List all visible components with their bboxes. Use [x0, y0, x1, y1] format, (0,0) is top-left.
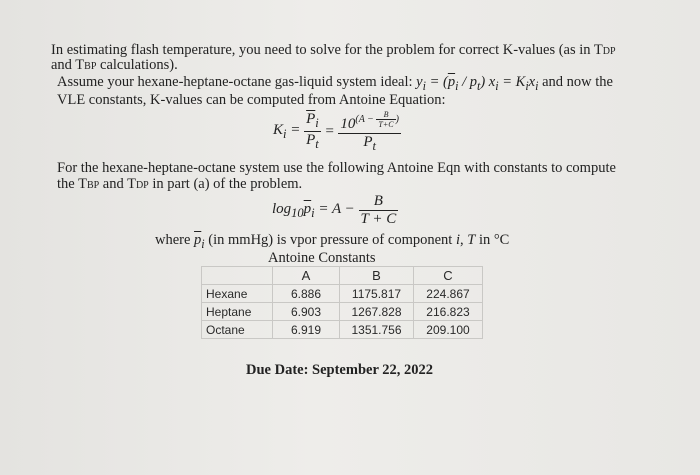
constant-a: 6.919: [273, 321, 340, 339]
component-name: Hexane: [202, 285, 273, 303]
k-value-equation: $K_i$ = $\frac{\overline{P}_i}{P_t}$ = $10^{(A - \frac{B}{T+C} )}$ $P_t$: [273, 110, 399, 153]
constant-b: 1175.817: [340, 285, 414, 303]
table-title: Antoine Constants: [268, 250, 376, 266]
column-header-c: C: [414, 267, 483, 285]
paragraph-1-line-3: Assume your hexane-heptane-octane gas-liquid system ideal: $y_i = (\overline{p}_i / p_t) x_i = K_ix_i$ and now the: [57, 74, 613, 93]
paragraph-1-line-1: In estimating flash temperature, you need to solve for the problem for correct K-values (as in TDP: [51, 42, 616, 58]
antoine-equation: $\log_{10}\overline{p}_i = A$ − $\frac{B}{T + C}$: [272, 193, 397, 227]
constant-b: 1267.828: [340, 303, 414, 321]
paragraph-1-line-4: VLE constants, K-values can be computed from Antoine Equation:: [57, 92, 446, 108]
constant-a: 6.903: [273, 303, 340, 321]
component-name: Octane: [202, 321, 273, 339]
table-corner: [202, 267, 273, 285]
table-row: [202, 285, 483, 303]
antoine-constants-table: [201, 266, 483, 339]
component-name: Heptane: [202, 303, 273, 321]
table-header-row: [202, 267, 483, 285]
constant-c: 224.867: [414, 285, 483, 303]
constant-a: 6.886: [273, 285, 340, 303]
table-row: [202, 303, 483, 321]
equilibrium-relation: $y_i = (\overline{p}_i / p_t) x_i = K_ix_i$: [416, 74, 539, 93]
paragraph-2-line-2: the TBP and TDP in part (a) of the problem.: [57, 176, 303, 192]
paragraph-1-line-2: and TBP calculations).: [51, 57, 178, 73]
constant-c: 216.823: [414, 303, 483, 321]
due-date: Due Date: September 22, 2022: [246, 362, 433, 378]
where-definition: where $\overline{p}_i$ (in mmHg) is vpor pressure of component i, T in °C: [155, 232, 510, 251]
table-row: [202, 321, 483, 339]
paragraph-2-line-1: For the hexane-heptane-octane system use the following Antoine Eqn with constants to compute: [57, 160, 616, 176]
column-header-b: B: [340, 267, 414, 285]
column-header-a: A: [273, 267, 340, 285]
constant-c: 209.100: [414, 321, 483, 339]
constant-b: 1351.756: [340, 321, 414, 339]
